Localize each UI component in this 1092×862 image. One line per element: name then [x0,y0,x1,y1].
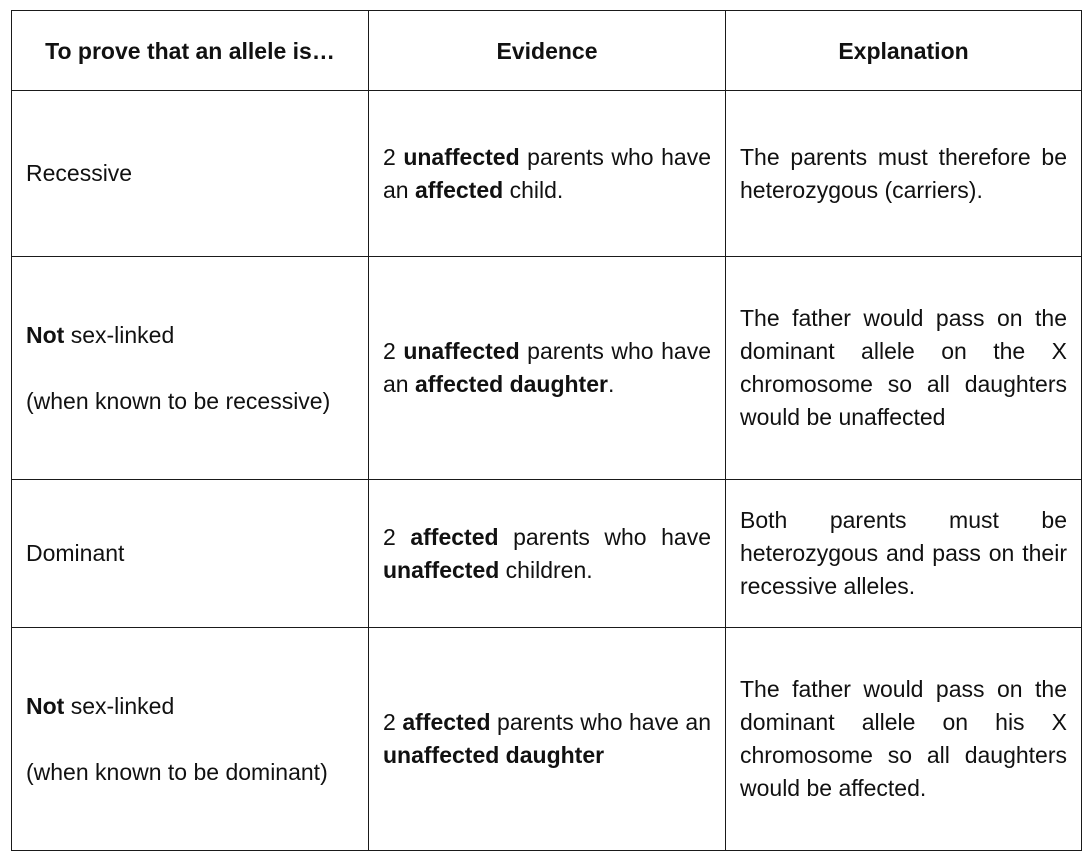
evidence-cell [369,480,726,628]
header-explanation: Explanation [726,11,1082,91]
evidence-emphasis: unaffected [383,556,500,583]
evidence-emphasis: unaffected [403,143,520,170]
explanation-cell: Both parents must be heterozygous and pass on their recessive alleles. [726,480,1082,628]
evidence-text: . [607,371,615,397]
evidence-cell [369,91,726,257]
evidence-emphasis: unaffected daughter [383,742,605,768]
evidence-text: parents who have an [383,143,711,203]
evidence-text: 2 [383,143,404,170]
evidence-text: parents who have [498,523,712,550]
header-evidence: Evidence [369,11,726,91]
table-row [12,91,1082,257]
evidence-text: parents who have an [383,338,711,397]
criterion-title [26,690,354,723]
criterion-emphasis: Not [26,692,65,719]
criterion-note: (when known to be dominant) [26,758,328,785]
evidence-text: 2 [383,338,404,364]
criterion-cell: Dominant [12,480,369,628]
evidence-emphasis: affected daughter [414,371,608,397]
criterion-note: (when known to be recessive) [26,387,331,414]
evidence-emphasis: affected [410,523,499,550]
table-row [12,480,1082,628]
evidence-text: 2 [383,523,411,550]
evidence-emphasis: affected [414,176,504,203]
criterion-cell [12,628,369,851]
evidence-text: child. [503,176,564,203]
table-row [12,628,1082,851]
header-criterion: To prove that an allele is… [12,11,369,91]
evidence-cell [369,628,726,851]
evidence-text: children. [499,556,593,583]
evidence-text: parents who have an [490,709,711,735]
allele-evidence-table [11,10,1082,851]
criterion-emphasis: Not [26,321,65,348]
evidence-cell [369,257,726,480]
criterion-title [26,319,354,352]
criterion-cell: Recessive [12,91,369,257]
evidence-text: 2 [383,709,403,735]
criterion-text: sex-linked [64,321,175,348]
explanation-cell: The parents must therefore be heterozygous (carriers). [726,91,1082,257]
evidence-emphasis: unaffected [403,338,520,364]
explanation-cell: The father would pass on the dominant allele on the X chromosome so all daughters would be unaffected [726,257,1082,480]
header-row [12,11,1082,91]
explanation-cell: The father would pass on the dominant allele on his X chromosome so all daughters would be affected. [726,628,1082,851]
evidence-emphasis: affected [402,709,491,735]
table-row [12,257,1082,480]
criterion-text: sex-linked [64,692,175,719]
criterion-cell [12,257,369,480]
